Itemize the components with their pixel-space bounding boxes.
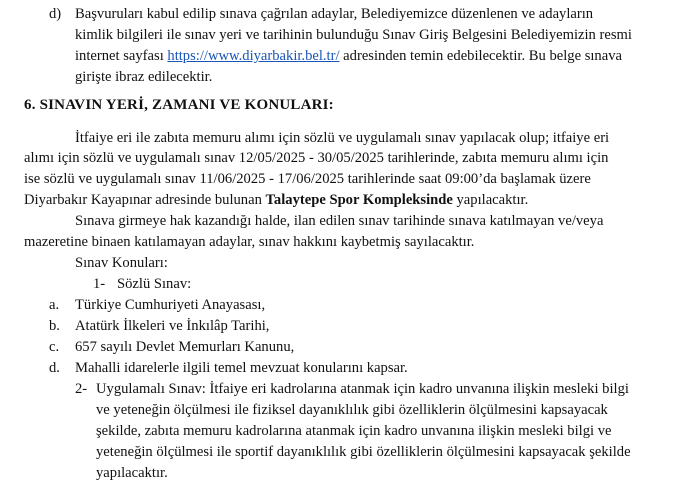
paragraph-line-2: alımı için sözlü ve uygulamalı sınav 12/05/2025 - 30/05/2025 tarihlerinde, zabıta memuru alımı için	[24, 150, 609, 166]
practical-line-5: yapılacaktır.	[96, 465, 168, 481]
practical-line-4: yeteneğin ölçülmesi ile sportif dayanıklılık gibi özelliklerin ölçülmesini kapsayacak şekilde	[96, 444, 631, 460]
item-d-line-3-post: adresinden temin edebilecektir. Bu belge sınava	[339, 48, 622, 64]
list-text: Atatürk İlkeleri ve İnkılâp Tarihi,	[75, 318, 270, 334]
practical-line-1: Uygulamalı Sınav: İtfaiye eri kadrolarına atanmak için kadro unvanına ilişkin mesleki bilgi	[96, 381, 629, 397]
list-marker: c.	[49, 339, 60, 355]
paragraph-line-3: ise sözlü ve uygulamalı sınav 11/06/2025 - 17/06/2025 tarihlerinde saat 09:00’da başlamak üzere	[24, 171, 591, 187]
practical-line-3: şekilde, zabıta memuru kadrolarına atanmak için kadro unvanına ilişkin mesleki bilgi ve	[96, 423, 612, 439]
oral-exam-heading	[93, 274, 700, 295]
practical-line-2: ve yeteneğin ölçülmesi ile fiziksel dayanıklılık gibi özelliklerin ölçülmesini kapsayacak	[96, 402, 608, 418]
item-d-line-3-pre: internet sayfası	[75, 48, 168, 64]
absence-line-1: Sınava girmeye hak kazandığı halde, ilan edilen sınav tarihinde sınava katılmayan ve/veya	[75, 213, 604, 229]
absence-line-2: mazeretine binaen katılamayan adaylar, sınav hakkını kaybetmiş sayılacaktır.	[24, 234, 475, 250]
list-text: 657 sayılı Devlet Memurları Kanunu,	[75, 339, 295, 355]
website-link[interactable]: https://www.diyarbakir.bel.tr/	[167, 48, 340, 64]
practical-exam-number: 2-	[75, 381, 88, 397]
venue-name: Talaytepe Spor Kompleksinde	[265, 192, 453, 208]
list-marker: d.	[49, 360, 60, 376]
paragraph-line-4	[24, 190, 528, 211]
paragraph-line-1: İtfaiye eri ile zabıta memuru alımı için sözlü ve uygulamalı sınav yapılacak olup; itfaiye eri	[75, 130, 610, 146]
oral-exam-number: 1-	[93, 276, 106, 292]
item-d-line-2: kimlik bilgileri ile sınav yeri ve tarihinin bulunduğu Sınav Giriş Belgesini Belediyemizin resmi	[75, 27, 632, 43]
paragraph-line-4-pre: Diyarbakır Kayapınar adresinde bulunan	[24, 192, 266, 208]
item-d-line-3	[75, 46, 622, 67]
exam-topics-label: Sınav Konuları:	[75, 255, 168, 271]
list-marker: a.	[49, 297, 60, 313]
paragraph-line-4-post: yapılacaktır.	[452, 192, 529, 208]
item-d-line-4: girişte ibraz edilecektir.	[75, 69, 213, 85]
list-marker: b.	[49, 318, 60, 334]
section-heading: 6. SINAVIN YERİ, ZAMANI VE KONULARI:	[24, 97, 334, 113]
oral-exam-label: Sözlü Sınav:	[117, 276, 192, 292]
list-text: Mahalli idarelerle ilgili temel mevzuat konularını kapsar.	[75, 360, 408, 376]
item-d-marker: d)	[49, 6, 62, 22]
item-d-line-1: Başvuruları kabul edilip sınava çağrılan adaylar, Belediyemizce düzenlenen ve adayların	[75, 6, 594, 22]
list-text: Türkiye Cumhuriyeti Anayasası,	[75, 297, 266, 313]
